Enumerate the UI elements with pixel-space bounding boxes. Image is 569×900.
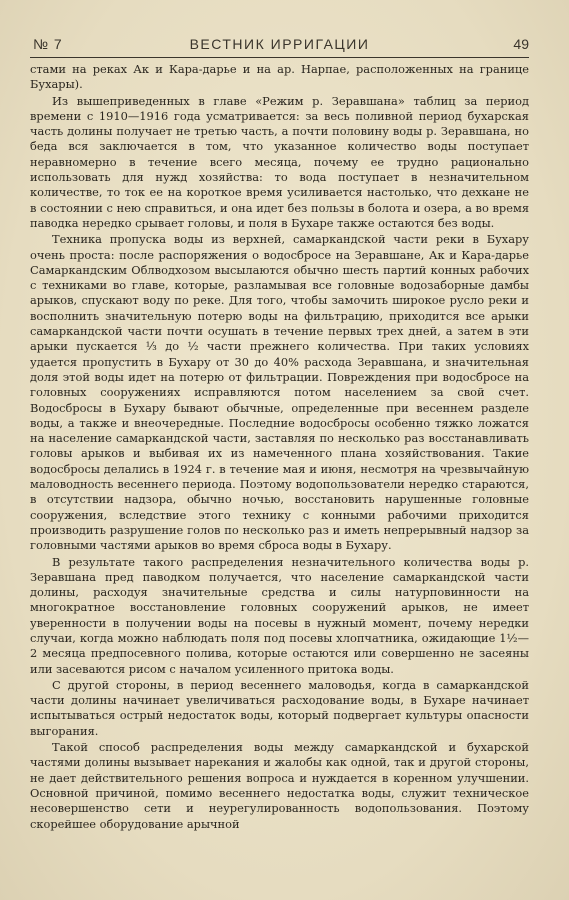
header-rule	[30, 57, 529, 58]
paragraph: Такой способ распределения воды между самаркандской и бухарской частями долины вызывает нарекания и жалобы как одной, так и другой стороны, не дает действительного решения вопроса и нуждается в коренном улучшении. Основной причиной, помимо весеннего недостатка воды, служит техническое несовершенство сети и неурегулированность водопользования. Поэтому скорейшее оборудование арычной	[30, 740, 529, 831]
paragraph: С другой стороны, в период весеннего маловодья, когда в самаркандской части долины начинает увеличиваться расходование воды, в Бухаре начинает испытываться острый недостаток воды, который подвергает культуры опасности выгорания.	[30, 677, 529, 738]
journal-title: ВЕСТНИК ИРРИГАЦИИ	[189, 36, 370, 52]
paragraph: В результате такого распределения незначительного количества воды р. Зеравшана пред паводком получается, что население самаркандской части долины, расходуя значительные средства и силы натурповинности на многократное восстановление головных сооружений арыков, не имеет уверенности в получении воды на посевы в нужный момент, почему нередки случаи, когда можно наблюдать поля под посевы хлопчатника, ожидающие 1½—2 месяца предпосевного полива, которые остаются или совершенно не засеяны или засеваются рисом с началом усиленного притока воды.	[30, 554, 529, 676]
running-header	[30, 36, 529, 58]
paragraph: стами на реках Ак и Кара-дарье и на ар. Нарпае, расположенных на границе Бухары).	[30, 62, 529, 92]
page-number: 49	[513, 36, 529, 52]
issue-number: № 7	[33, 36, 63, 52]
paragraph: Техника пропуска воды из верхней, самаркандской части реки в Бухару очень проста: после распоряжения о водосбросе на Зеравшане, Ак и Кара-дарье Самаркандским Облводхозом высылаются обычно шесть партий конных рабочих с техниками во главе, которые, разламывая все головные водозаборные дамбы арыков, спускают воду по реке. Для того, чтобы замочить широкое русло реки и восполнить значительную потерю воды на фильтрацию, приходится все арыки самаркандской части почти осушать в течение первых трех дней, а затем в эти арыки пускается ⅓ до ½ части прежнего количества. При таких условиях удается пропустить в Бухару от 30 до 40% расхода Зеравшана, и значительная доля этой воды идет на потерю от фильтрации. Повреждения при водосбросе на головных сооружениях исправляются потом населением за свой счет. Водосбросы в Бухару бывают обычные, определенные при весеннем разделе воды, а также и внеочередные. Последние водосбросы особенно тяжко ложатся на население самаркандской части, заставляя по несколько раз восстанавливать головы арыков и выбивая их из намеченного плана хозяйствования. Такие водосбросы делались в 1924 г. в течение мая и июня, несмотря на чрезвычайную маловодность весеннего периода. Поэтому водопользователи нередко стараются, в отсутствии надзора, обычно ночью, восстановить нарушенные головные сооружения, вследствие этого технику с конными рабочими приходится производить разрушение голов по несколько раз и иметь непрерывный надзор за головными частями арыков во время сброса воды в Бухару.	[30, 232, 529, 553]
body-text	[30, 62, 529, 880]
paragraph: Из вышеприведенных в главе «Режим р. Зеравшана» таблиц за период времени с 1910—1916 года усматривается: за весь поливной период бухарская часть долины получает не третью часть, а почти половину воды р. Зеравшана, но беда вся заключается в том, что указанное количество воды поступает неравномерно в течение всего месяца, почему ее трудно рационально использовать для нужд хозяйства: то вода поступает в незначительном количестве, то ток ее на короткое время усиливается настолько, что дехкане не в состоянии с нею справиться, и она идет без пользы в болота и озера, а во время паводка нередко срывает головы, и поля в Бухаре также остаются без воды.	[30, 93, 529, 230]
